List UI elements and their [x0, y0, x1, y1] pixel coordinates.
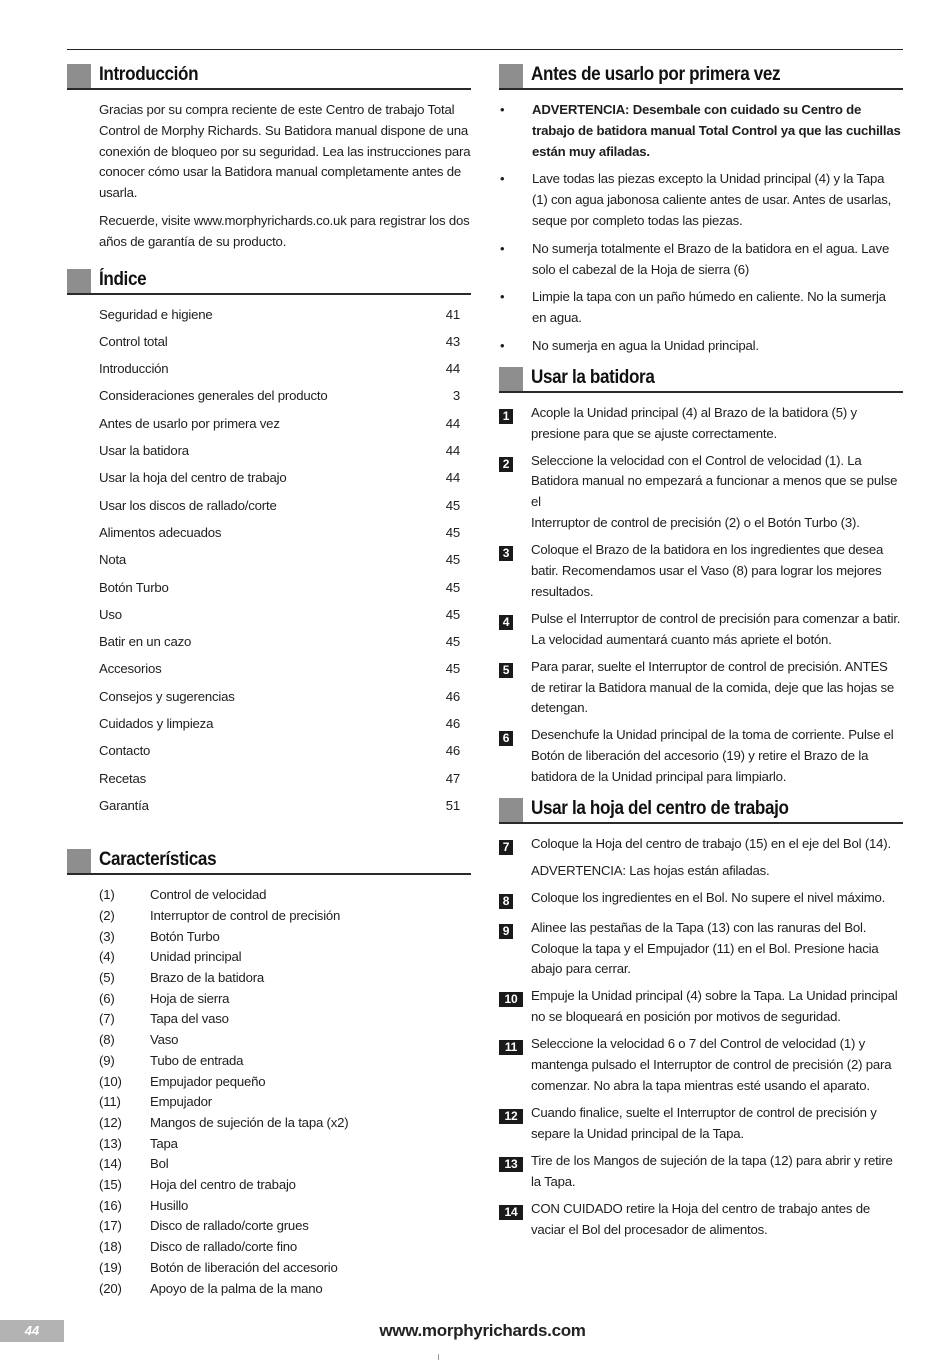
- toc-page-number: 3: [452, 388, 460, 404]
- section-header-usar-batidora: [499, 365, 903, 393]
- feature-label: Unidad principal: [150, 949, 242, 965]
- toc-page-number: 45: [445, 552, 460, 568]
- step-number-badge: 1: [499, 409, 513, 424]
- footer-url: www.morphyrichards.com: [379, 1321, 586, 1340]
- top-rule: [67, 49, 903, 50]
- step-item: [499, 609, 903, 651]
- toc-label: Alimentos adecuados: [99, 524, 222, 540]
- step-item: [499, 540, 903, 602]
- toc-page-number: 43: [445, 333, 460, 349]
- list-item: [499, 239, 903, 281]
- toc-page-number: 45: [445, 661, 460, 677]
- section-marker: [499, 367, 523, 391]
- step-number-badge: 11: [499, 1040, 523, 1055]
- feature-number: (19): [99, 1259, 122, 1275]
- feature-number: (3): [99, 928, 115, 944]
- feature-item: [99, 1175, 471, 1196]
- toc-label: Contacto: [99, 743, 151, 759]
- toc-label: Usar la hoja del centro de trabajo: [99, 470, 287, 486]
- step-item: [499, 1199, 903, 1241]
- toc-entry: [99, 468, 471, 495]
- section-header-indice: [67, 267, 471, 295]
- step-text-continued: Interruptor de control de precisión (2) o el Botón Turbo (3).: [531, 515, 860, 531]
- intro-paragraph: Recuerde, visite www.morphyrichards.co.uk para registrar los dos años de garantía de su producto.: [99, 212, 470, 249]
- right-column: [499, 62, 903, 1247]
- toc-page-number: 51: [445, 797, 460, 813]
- toc-label: Uso: [99, 606, 122, 622]
- step-text: Coloque el Brazo de la batidora en los ingredientes que desea batir. Recomendamos usar el Vaso (8) para lograr los mejores resultados.: [531, 542, 884, 599]
- bullet-icon: •: [500, 171, 505, 187]
- toc-label: Usar la batidora: [99, 443, 189, 459]
- toc-label: Seguridad e higiene: [99, 306, 213, 322]
- toc-entry: [99, 659, 471, 686]
- feature-item: [99, 1258, 471, 1279]
- step-text: Coloque los ingredientes en el Bol. No supere el nivel máximo.: [531, 889, 886, 905]
- feature-number: (13): [99, 1135, 122, 1151]
- section-marker: [499, 798, 523, 822]
- feature-item: [99, 1051, 471, 1072]
- step-number-badge: 4: [499, 615, 513, 630]
- feature-label: Empujador: [150, 1094, 212, 1110]
- feature-item: [99, 885, 471, 906]
- toc-page-number: 44: [445, 415, 460, 431]
- feature-item: [99, 1154, 471, 1175]
- feature-number: (7): [99, 1011, 115, 1027]
- step-item: [499, 834, 903, 882]
- feature-number: (9): [99, 1052, 115, 1068]
- feature-number: (16): [99, 1197, 122, 1213]
- feature-item: [99, 1009, 471, 1030]
- feature-item: [99, 1113, 471, 1134]
- feature-number: (2): [99, 907, 115, 923]
- feature-label: Husillo: [150, 1197, 189, 1213]
- list-item: [499, 287, 903, 329]
- bullet-text: Limpie la tapa con un paño húmedo en caliente. No la sumerja en agua.: [532, 289, 886, 326]
- section-marker: [67, 269, 91, 293]
- toc-page-number: 46: [445, 743, 460, 759]
- step-text: Desenchufe la Unidad principal de la toma de corriente. Pulse el Botón de liberación del accesorio (19) y retire el Brazo de la batidora de la Unidad principal para limpiarlo.: [531, 727, 894, 784]
- feature-label: Hoja de sierra: [150, 990, 230, 1006]
- feature-number: (15): [99, 1177, 122, 1193]
- step-item: [499, 657, 903, 719]
- feature-item: [99, 1030, 471, 1051]
- step-number-badge: 9: [499, 924, 513, 939]
- toc-entry: [99, 305, 471, 332]
- toc-label: Control total: [99, 333, 168, 349]
- section-marker: [67, 64, 91, 88]
- step-text: Pulse el Interruptor de control de precisión para comenzar a batir. La velocidad aumentará cuanto más apriete el botón.: [531, 610, 901, 647]
- toc-label: Botón Turbo: [99, 579, 169, 595]
- feature-number: (6): [99, 990, 115, 1006]
- feature-number: (20): [99, 1280, 122, 1296]
- page-number: 44: [0, 1320, 64, 1342]
- toc-label: Usar los discos de rallado/corte: [99, 497, 277, 513]
- toc-entry: [99, 769, 471, 796]
- step-number-badge: 14: [499, 1205, 523, 1220]
- feature-item: [99, 1092, 471, 1113]
- step-number-badge: 10: [499, 992, 523, 1007]
- feature-label: Disco de rallado/corte grues: [150, 1218, 309, 1234]
- feature-label: Botón de liberación del accesorio: [150, 1259, 338, 1275]
- feature-item: [99, 947, 471, 968]
- bullet-text: No sumerja totalmente el Brazo de la batidora en el agua. Lave solo el cabezal de la Hoja de sierra (6): [532, 240, 890, 277]
- bullet-icon: •: [500, 289, 505, 305]
- feature-number: (18): [99, 1239, 122, 1255]
- step-number-badge: 3: [499, 546, 513, 561]
- toc-entry: [99, 414, 471, 441]
- feature-item: [99, 1216, 471, 1237]
- section-header-introduccion: [67, 62, 471, 90]
- section-title: Antes de usarlo por primera vez: [531, 64, 781, 85]
- toc-label: Garantía: [99, 797, 149, 813]
- feature-item: [99, 906, 471, 927]
- feature-number: (1): [99, 887, 115, 903]
- toc-page-number: 46: [445, 716, 460, 732]
- feature-number: (8): [99, 1032, 115, 1048]
- bullet-list: [499, 100, 903, 357]
- step-text: Coloque la Hoja del centro de trabajo (15) en el eje del Bol (14).: [531, 835, 891, 851]
- feature-label: Disco de rallado/corte fino: [150, 1239, 298, 1255]
- list-item: [499, 169, 903, 231]
- toc-entry: [99, 714, 471, 741]
- step-item: [499, 1151, 903, 1193]
- section-header-antes-de-usarlo: [499, 62, 903, 90]
- step-number-badge: 5: [499, 663, 513, 678]
- toc-entry: [99, 359, 471, 386]
- toc-label: Cuidados y limpieza: [99, 716, 214, 732]
- step-item: [499, 918, 903, 980]
- step-text: Seleccione la velocidad con el Control de velocidad (1). La Batidora manual no empezará a funcionar a menos que se pulse el: [531, 452, 898, 510]
- feature-number: (14): [99, 1156, 122, 1172]
- section-title: Características: [99, 849, 217, 871]
- toc-entry: [99, 523, 471, 550]
- step-number-badge: 12: [499, 1109, 523, 1124]
- toc-label: Recetas: [99, 770, 146, 786]
- section-title: Usar la hoja del centro de trabajo: [531, 797, 789, 819]
- feature-number: (10): [99, 1073, 122, 1089]
- toc-page-number: 45: [445, 579, 460, 595]
- step-text: Tire de los Mangos de sujeción de la tapa (12) para abrir y retire la Tapa.: [531, 1152, 893, 1189]
- step-item: [499, 888, 903, 912]
- feature-item: [99, 1279, 471, 1300]
- bullet-text: No sumerja en agua la Unidad principal.: [532, 337, 759, 353]
- toc-entry: [99, 332, 471, 359]
- feature-label: Tapa del vaso: [150, 1011, 229, 1027]
- toc-page-number: 41: [445, 306, 460, 322]
- step-text: Para parar, suelte el Interruptor de control de precisión. ANTES de retirar la Batidora manual de la comida, deje que las hojas se detengan.: [531, 658, 895, 716]
- toc-entry: [99, 578, 471, 605]
- section-header-usar-hoja: [499, 796, 903, 824]
- toc-entry: [99, 605, 471, 632]
- step-item: [499, 403, 903, 445]
- footer-mark: [438, 1354, 439, 1360]
- step-text: Alinee las pestañas de la Tapa (13) con las ranuras del Bol. Coloque la tapa y el Empujador (11) en el Bol. Presione hacia abajo para cerrar.: [531, 919, 879, 977]
- feature-number: (12): [99, 1114, 122, 1130]
- step-item: [499, 451, 903, 534]
- list-item: [499, 336, 903, 357]
- feature-label: Botón Turbo: [150, 928, 220, 944]
- warning-text: ADVERTENCIA: Desembale con cuidado su Centro de trabajo de batidora manual Total Control ya que las cuchillas están muy afiladas.: [532, 102, 901, 159]
- feature-label: Vaso: [150, 1032, 179, 1048]
- step-item: [499, 1103, 903, 1145]
- left-column: [67, 62, 471, 1299]
- bullet-icon: •: [500, 337, 505, 353]
- toc-label: Batir en un cazo: [99, 634, 192, 650]
- step-item: [499, 1034, 903, 1096]
- feature-item: [99, 989, 471, 1010]
- feature-number: (17): [99, 1218, 122, 1234]
- steps-hoja: [499, 834, 903, 1241]
- step-number-badge: 6: [499, 731, 513, 746]
- toc-page-number: 45: [445, 606, 460, 622]
- step-item: [499, 725, 903, 787]
- step-number-badge: 13: [499, 1157, 523, 1172]
- toc-entry: [99, 796, 471, 823]
- step-number-badge: 2: [499, 457, 513, 472]
- feature-number: (5): [99, 970, 115, 986]
- feature-label: Brazo de la batidora: [150, 970, 265, 986]
- step-text: Seleccione la velocidad 6 o 7 del Control de velocidad (1) y mantenga pulsado el Interruptor de control de precisión (2) para comenzar. No abra la tapa mientras esté usando el aparato.: [531, 1036, 892, 1093]
- toc-entry: [99, 632, 471, 659]
- list-item: [499, 100, 903, 162]
- toc-page-number: 44: [445, 361, 460, 377]
- feature-number: (11): [99, 1094, 121, 1110]
- feature-item: [99, 1072, 471, 1093]
- section-title: Introducción: [99, 64, 199, 85]
- section-marker: [67, 849, 91, 873]
- feature-label: Tubo de entrada: [150, 1052, 244, 1068]
- toc-page-number: 44: [445, 443, 460, 459]
- step-item: [499, 986, 903, 1028]
- steps-batidora: [499, 403, 903, 788]
- step-text: Acople la Unidad principal (4) al Brazo de la batidora (5) y presione para que se ajuste correctamente.: [531, 404, 857, 441]
- section-title: Índice: [99, 268, 147, 290]
- toc-page-number: 44: [445, 470, 460, 486]
- feature-item: [99, 968, 471, 989]
- bullet-text: Lave todas las piezas excepto la Unidad principal (4) y la Tapa (1) con agua jabonosa caliente antes de usar. Antes de usarlas, seque por completo todas las piezas.: [532, 171, 892, 228]
- step-text: CON CUIDADO retire la Hoja del centro de trabajo antes de vaciar el Bol del procesador de alimentos.: [531, 1200, 870, 1237]
- features-list: [99, 885, 471, 1299]
- toc-label: Accesorios: [99, 661, 162, 677]
- toc-label: Consideraciones generales del producto: [99, 388, 328, 404]
- step-text: Empuje la Unidad principal (4) sobre la Tapa. La Unidad principal no se bloqueará en posición por motivos de seguridad.: [531, 988, 898, 1025]
- feature-item: [99, 1237, 471, 1258]
- toc-label: Antes de usarlo por primera vez: [99, 415, 280, 431]
- feature-label: Tapa: [150, 1135, 178, 1151]
- warning-note: ADVERTENCIA: Las hojas están afiladas.: [531, 862, 770, 878]
- section-title: Usar la batidora: [531, 366, 655, 388]
- toc-page-number: 45: [445, 634, 460, 650]
- toc-entry: [99, 741, 471, 768]
- step-number-badge: 7: [499, 840, 513, 855]
- toc-page-number: 47: [445, 770, 460, 786]
- toc-entry: [99, 496, 471, 523]
- feature-number: (4): [99, 949, 115, 965]
- bullet-icon: •: [500, 102, 505, 117]
- toc-label: Consejos y sugerencias: [99, 688, 235, 704]
- table-of-contents: [99, 305, 471, 824]
- toc-entry: [99, 687, 471, 714]
- feature-label: Hoja del centro de trabajo: [150, 1177, 296, 1193]
- feature-label: Apoyo de la palma de la mano: [150, 1280, 323, 1296]
- toc-label: Introducción: [99, 361, 169, 377]
- toc-page-number: 45: [445, 524, 460, 540]
- section-marker: [499, 64, 523, 88]
- feature-item: [99, 1134, 471, 1155]
- feature-label: Control de velocidad: [150, 887, 267, 903]
- feature-item: [99, 927, 471, 948]
- bullet-icon: •: [500, 240, 505, 256]
- feature-label: Bol: [150, 1156, 169, 1172]
- feature-label: Mangos de sujeción de la tapa (x2): [150, 1114, 349, 1130]
- toc-entry: [99, 550, 471, 577]
- toc-entry: [99, 441, 471, 468]
- feature-label: Interruptor de control de precisión: [150, 907, 341, 923]
- toc-page-number: 45: [445, 497, 460, 513]
- toc-page-number: 46: [445, 688, 460, 704]
- step-number-badge: 8: [499, 894, 513, 909]
- section-header-caracteristicas: [67, 847, 471, 875]
- intro-paragraph: Gracias por su compra reciente de este Centro de trabajo Total Control de Morphy Richards. Su Batidora manual dispone de una conexión de bloqueo por su seguridad. Lea las instrucciones para conocer cómo usar la Batidora manual completamente antes de usarla.: [99, 102, 471, 201]
- toc-label: Nota: [99, 552, 127, 568]
- feature-label: Empujador pequeño: [150, 1073, 266, 1089]
- feature-item: [99, 1196, 471, 1217]
- toc-entry: [99, 386, 471, 413]
- step-text: Cuando finalice, suelte el Interruptor de control de precisión y separe la Unidad principal de la Tapa.: [531, 1105, 877, 1141]
